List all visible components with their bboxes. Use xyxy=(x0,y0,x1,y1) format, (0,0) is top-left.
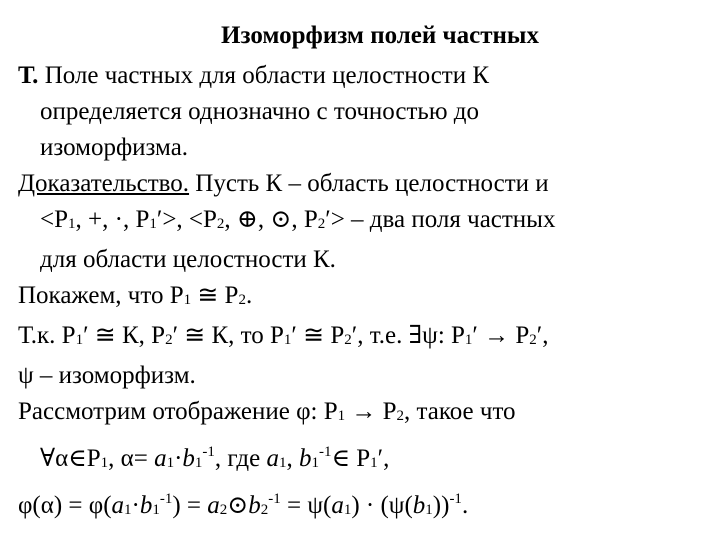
theorem-label: Т. xyxy=(18,62,39,89)
proof-label: Доказательство. xyxy=(18,170,190,197)
since-line: Т.к. P1′ ≅ К, P2′ ≅ К, то P1′ ≅ P2′, т.е. ∃ψ: P1′ → P2′, xyxy=(18,322,549,349)
show-line: Покажем, что P1 ≅ P2. xyxy=(18,282,253,309)
theorem-line-1 xyxy=(18,58,702,94)
proof-line-2: <P1, +, ·, P1′>, <P2, ⊕, ⊙, P2′> – два поля частных xyxy=(40,206,556,233)
slide-title: Изоморфизм полей частных xyxy=(221,22,539,49)
proof-line-3: для области целостности К. xyxy=(40,246,336,273)
theorem-line-2: определяется однозначно с точностью до xyxy=(40,98,479,125)
consider-line: Рассмотрим отображение φ: P1 → P2, такое что xyxy=(18,398,516,425)
theorem-text-1: Поле частных для области целостности К xyxy=(38,62,490,89)
theorem-line-3: изоморфизма. xyxy=(40,134,189,161)
proof-line-1 xyxy=(18,166,702,202)
psi-line: ψ – изоморфизм. xyxy=(18,362,196,389)
formula-line: $\varphi(\alpha) = \varphi(a1\cdot b1^{-1})$ = $a2⊙b2^{-1} = \psi(a1) \cdot (\psi(b1))^{-1}$. xyxy=(18,491,469,519)
forall-line: ∀α∈P1, $\alpha= a1\cdot b1^{-1}$, где a1, $b1^{-1}\in$ P1′, xyxy=(40,444,390,472)
proof-text-1: Пусть К – область целостности и xyxy=(189,170,549,197)
